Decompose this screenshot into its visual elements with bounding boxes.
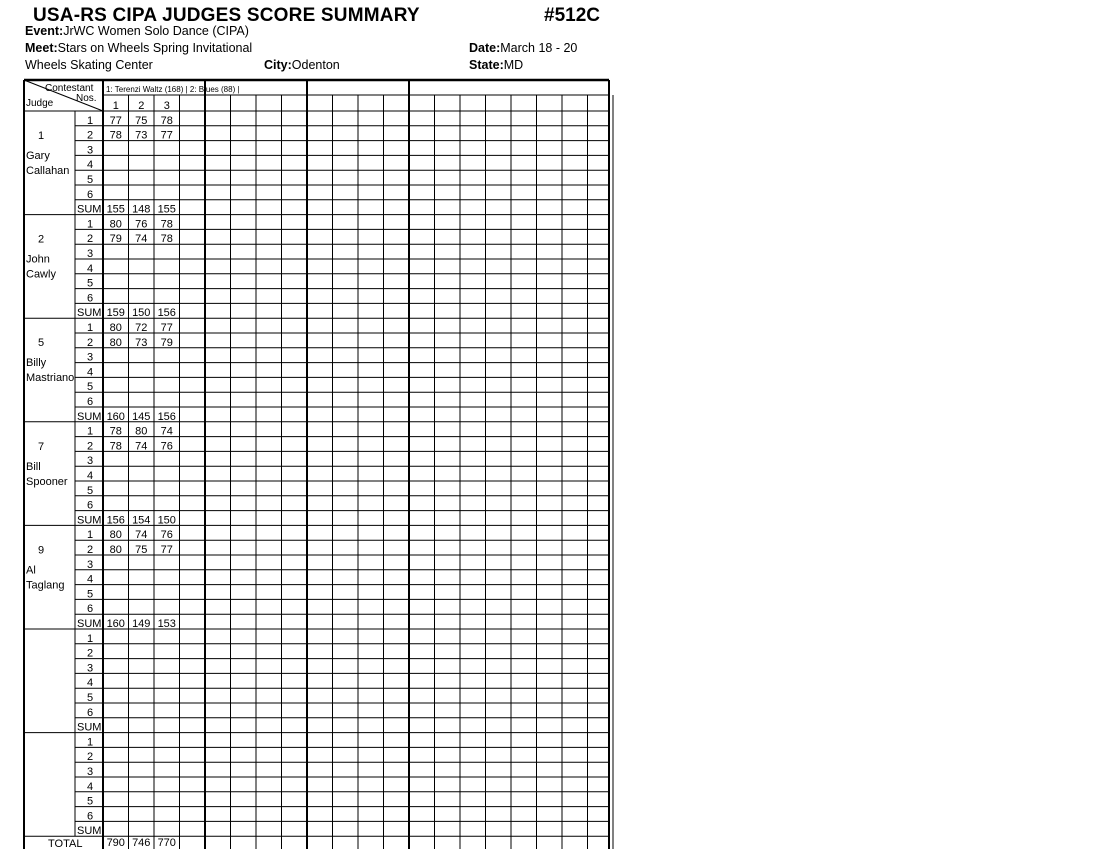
score-cell: 80 (109, 529, 122, 542)
round-label: 5 (86, 692, 94, 704)
judge-first-name: John (26, 253, 50, 266)
score-cell: 80 (135, 425, 148, 438)
sum-label: SUM (77, 203, 102, 216)
score-cell: 78 (160, 114, 173, 127)
dances-caption: 1: Terenzi Waltz (168) | 2: Blues (88) | (106, 85, 240, 94)
round-label: 5 (86, 277, 94, 290)
score-cell: 75 (135, 114, 148, 127)
round-label: 6 (86, 188, 94, 201)
score-cell: 72 (135, 322, 148, 334)
round-label: 4 (86, 677, 94, 690)
sum-cell: 160 (106, 618, 125, 630)
round-label: 2 (86, 233, 94, 246)
score-cell: 79 (160, 336, 173, 349)
round-label: 1 (86, 114, 94, 127)
venue-line: Wheels Skating Center (25, 58, 153, 72)
sum-cell: 150 (132, 307, 151, 320)
round-label: 3 (86, 455, 94, 468)
round-label: 3 (86, 558, 94, 571)
sum-cell: 156 (106, 514, 125, 527)
sum-label: SUM (77, 721, 102, 734)
form-number: #512C (544, 5, 600, 26)
judge-number: 7 (37, 440, 45, 453)
score-cell: 78 (109, 440, 122, 453)
sum-cell: 156 (157, 307, 176, 320)
round-label: 1 (86, 632, 94, 645)
score-cell: 73 (135, 336, 148, 349)
round-label: 4 (86, 262, 94, 275)
score-cell: 77 (160, 129, 173, 142)
page-title: USA-RS CIPA JUDGES SCORE SUMMARY (33, 5, 420, 26)
judge-number: 2 (37, 233, 45, 246)
round-label: 1 (86, 736, 94, 749)
judge-first-name: Bill (26, 460, 41, 473)
judge-last-name: Spooner (26, 475, 68, 488)
score-cell: 78 (109, 425, 122, 438)
round-label: 4 (86, 470, 94, 482)
score-cell: 74 (160, 425, 173, 438)
sum-cell: 159 (106, 307, 125, 320)
state-value: MD (503, 58, 524, 72)
judge-number: 5 (37, 337, 45, 350)
round-label: 2 (86, 647, 94, 660)
judge-number: 1 (37, 130, 45, 142)
judge-last-name: Cawly (26, 268, 56, 281)
round-label: 4 (86, 366, 94, 379)
round-label: 6 (86, 499, 94, 512)
round-label: 3 (86, 351, 94, 364)
sum-cell: 156 (157, 410, 176, 423)
round-label: 2 (86, 440, 94, 453)
score-cell: 74 (135, 529, 148, 542)
sum-label: SUM (77, 825, 102, 838)
round-label: 3 (86, 662, 94, 675)
sum-cell: 155 (106, 203, 125, 216)
contestant-number: 2 (138, 100, 145, 112)
city-value: Odenton (291, 58, 340, 72)
round-label: 6 (86, 706, 94, 719)
sum-label: SUM (77, 514, 102, 527)
round-label: 2 (86, 129, 94, 142)
score-cell: 77 (160, 322, 173, 334)
date-label: Date: (469, 41, 501, 55)
round-label: 2 (86, 336, 94, 349)
score-cell: 78 (160, 218, 173, 231)
total-cell: 770 (157, 837, 176, 849)
round-label: 5 (86, 381, 94, 394)
score-cell: 76 (160, 529, 173, 542)
score-cell: 76 (160, 440, 173, 453)
round-label: 2 (86, 544, 94, 556)
round-label: 6 (86, 810, 94, 823)
meet-value: Stars on Wheels Spring Invitational (57, 41, 253, 55)
round-label: 3 (86, 248, 94, 260)
sum-label: SUM (77, 410, 102, 423)
round-label: 1 (86, 425, 94, 438)
score-cell: 80 (109, 322, 122, 334)
round-label: 4 (86, 159, 94, 172)
round-label: 1 (86, 218, 94, 231)
round-label: 6 (86, 603, 94, 616)
contestant-number: 1 (112, 100, 119, 112)
city-label: City: (264, 58, 292, 72)
judge-first-name: Al (26, 564, 36, 577)
score-cell: 80 (109, 336, 122, 349)
round-label: 6 (86, 292, 94, 305)
judge-first-name: Gary (26, 150, 50, 162)
score-cell: 75 (135, 544, 148, 556)
sum-cell: 149 (132, 618, 151, 630)
score-cell: 79 (109, 233, 122, 246)
score-cell: 73 (135, 129, 148, 142)
round-label: 5 (86, 588, 94, 601)
meet-label: Meet: (25, 41, 58, 55)
round-label: 2 (86, 751, 94, 764)
event-label: Event: (25, 24, 64, 38)
contestant-number: 3 (163, 100, 170, 112)
sum-label: SUM (77, 618, 102, 630)
score-cell: 80 (109, 544, 122, 556)
sum-cell: 160 (106, 410, 125, 423)
date-value: March 18 - 20 (500, 41, 578, 55)
event-value: JrWC Women Solo Dance (CIPA) (63, 24, 249, 38)
judge-last-name: Callahan (26, 165, 70, 177)
corner-nos-label: Nos. (76, 93, 97, 104)
sum-cell: 155 (157, 203, 176, 216)
round-label: 5 (86, 795, 94, 808)
round-label: 1 (86, 322, 94, 334)
score-cell: 74 (135, 440, 148, 453)
sum-cell: 154 (132, 514, 151, 527)
sum-cell: 145 (132, 410, 151, 423)
score-cell: 74 (135, 233, 148, 246)
score-cell: 80 (109, 218, 122, 231)
total-cell: 790 (106, 837, 125, 849)
score-cell: 77 (160, 544, 173, 556)
sum-cell: 148 (132, 203, 151, 216)
round-label: 5 (86, 174, 94, 186)
round-label: 3 (86, 144, 94, 157)
total-label: TOTAL (48, 838, 83, 850)
state-label: State: (469, 58, 504, 72)
sum-cell: 153 (157, 618, 176, 630)
judge-last-name: Taglang (26, 579, 65, 592)
score-cell: 77 (109, 114, 122, 127)
round-label: 4 (86, 780, 94, 793)
judge-first-name: Billy (26, 357, 47, 370)
round-label: 4 (86, 573, 94, 586)
score-cell: 76 (135, 218, 148, 231)
round-label: 5 (86, 484, 94, 497)
corner-judge-label: Judge (26, 98, 54, 109)
judge-number: 9 (37, 544, 45, 557)
score-cell: 78 (160, 233, 173, 246)
sum-cell: 150 (157, 514, 176, 527)
corner-contestant-label: Contestant (45, 83, 94, 94)
round-label: 3 (86, 766, 94, 778)
sum-label: SUM (77, 307, 102, 320)
total-cell: 746 (132, 837, 151, 849)
judge-last-name: Mastriano (26, 372, 75, 385)
round-label: 6 (86, 396, 94, 408)
round-label: 1 (86, 529, 94, 542)
score-cell: 78 (109, 129, 122, 142)
